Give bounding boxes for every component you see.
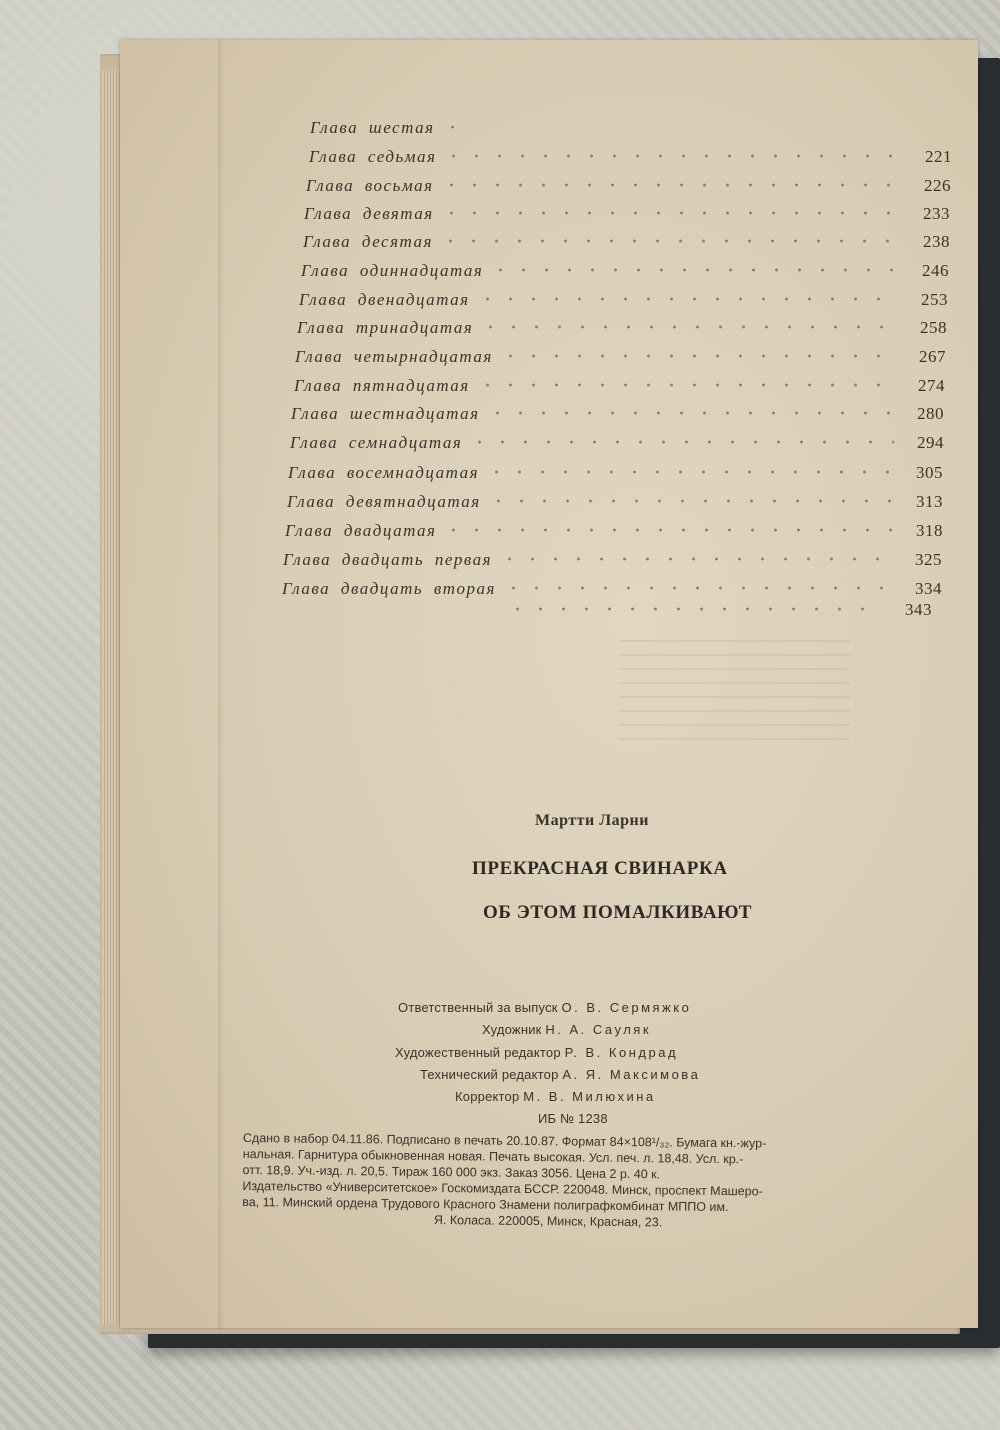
ib-number: ИБ № 1238 <box>538 1111 608 1126</box>
toc-dot-leader <box>476 297 898 301</box>
toc-entry-page: 305 <box>916 463 943 482</box>
credit-line <box>482 1022 651 1037</box>
toc-dot-leader <box>440 183 901 187</box>
book-title: ОБ ЭТОМ ПОМАЛКИВАЮТ <box>483 902 752 923</box>
toc-entry-page: 343 <box>905 600 932 619</box>
credit-line <box>398 1000 691 1015</box>
toc-entry-page: 294 <box>917 433 944 452</box>
toc-entry-title: Глава десятая <box>303 232 433 251</box>
toc-entry-page: 334 <box>915 579 942 598</box>
toc-entry-title: Глава пятнадцатая <box>294 376 470 395</box>
toc-entry <box>310 118 465 144</box>
toc-entry-title: Глава восемнадцатая <box>288 463 479 482</box>
toc-entry-title: Глава шестая <box>310 118 435 137</box>
credit-line <box>455 1089 656 1104</box>
toc-dot-leader <box>489 268 899 272</box>
toc-entry-page: 226 <box>924 176 951 195</box>
credit-person: А. Я. Максимова <box>562 1067 701 1082</box>
toc-entry <box>299 290 948 316</box>
toc-entry-page: 274 <box>918 376 945 395</box>
toc-entry-title: Глава девятая <box>304 204 434 223</box>
credit-person: Р. В. Кондрад <box>564 1045 679 1060</box>
toc-entry <box>304 204 950 230</box>
toc-entry <box>294 376 945 402</box>
imprint-line: ва, 11. Минский ордена Трудового Красного Знамени полиграфкомбинат МППО им. <box>242 1194 729 1215</box>
toc-dot-leader <box>487 499 893 503</box>
toc-dot-leader <box>502 586 892 590</box>
toc-entry <box>306 176 951 202</box>
credit-role: Художник <box>482 1022 542 1037</box>
toc-entry-title: Глава восьмая <box>306 176 434 195</box>
toc-entry-title: Глава двадцать первая <box>283 550 493 569</box>
toc-entry-page: 280 <box>917 404 944 423</box>
toc-dot-leader <box>476 383 895 387</box>
toc-dot-leader <box>439 239 900 243</box>
toc-entry-title: Глава двадцать вторая <box>282 579 496 598</box>
toc-entry-title: Глава четырнадцатая <box>295 347 493 366</box>
toc-dot-leader <box>442 154 902 158</box>
toc-dot-leader <box>442 528 893 532</box>
toc-entry-title: Глава тринадцатая <box>297 318 474 337</box>
show-through-text <box>620 640 850 740</box>
toc-entry <box>303 232 950 258</box>
imprint-line: Сдано в набор 04.11.86. Подписано в печать 20.10.87. Формат 84×108¹/₃₂. Бумага кн.-жур- <box>242 1131 767 1151</box>
toc-dot-leader <box>468 440 894 444</box>
toc-entry-title: Глава двенадцатая <box>299 290 470 309</box>
credit-person: Н. А. Сауляк <box>545 1022 652 1037</box>
toc-dot-leader <box>440 211 900 215</box>
toc-dot-leader <box>499 354 896 358</box>
toc-entry-page: 325 <box>915 550 942 569</box>
toc-entry <box>309 147 952 173</box>
toc-entry <box>283 550 942 576</box>
toc-entry-title: Глава девятнадцатая <box>287 492 481 511</box>
credit-person: М. В. Милюхина <box>523 1089 656 1104</box>
toc-entry <box>287 492 943 518</box>
toc-entry <box>285 521 943 547</box>
toc-entry-page: 253 <box>921 290 948 309</box>
toc-entry <box>290 433 944 459</box>
toc-entry <box>500 600 932 626</box>
toc-entry <box>295 347 946 373</box>
credit-role: Корректор <box>455 1089 520 1104</box>
imprint-line: нальная. Гарнитура обыкновенная новая. Печать высокая. Усл. печ. л. 18,48. Усл. кр.- <box>242 1146 744 1167</box>
credit-person: О. В. Сермяжко <box>561 1000 692 1015</box>
toc-entry-page: 233 <box>923 204 950 223</box>
toc-entry-page: 313 <box>916 492 943 511</box>
imprint-line: отт. 18,9. Уч.-изд. л. 20,5. Тираж 160 000 экз. Заказ 3056. Цена 2 р. 40 к. <box>242 1162 661 1182</box>
toc-entry-page: 267 <box>919 347 946 366</box>
toc-entry-title: Глава семнадцатая <box>290 433 463 452</box>
toc-entry <box>301 261 949 287</box>
imprint-block <box>242 1130 915 1233</box>
imprint-line: Я. Коласа. 220005, Минск, Красная, 23. <box>433 1213 663 1230</box>
credit-role: Ответственный за выпуск <box>398 1000 558 1015</box>
toc-entry-page: 258 <box>920 318 947 337</box>
toc-entry <box>291 404 944 430</box>
toc-entry <box>288 463 943 489</box>
toc-dot-leader <box>479 325 897 329</box>
toc-entry <box>297 318 947 344</box>
book-title: ПРЕКРАСНАЯ СВИНАРКА <box>472 858 728 879</box>
imprint-line: Издательство «Университетское» Госкомиздата БССР. 220048. Минск, проспект Машеро- <box>242 1178 763 1199</box>
toc-entry-page: 221 <box>925 147 952 166</box>
credit-line <box>395 1045 678 1060</box>
toc-dot-leader <box>485 470 893 474</box>
toc-dot-leader <box>441 125 460 129</box>
toc-entry-page: 318 <box>916 521 943 540</box>
toc-entry-page: 238 <box>923 232 950 251</box>
credit-role: Технический редактор <box>420 1067 559 1082</box>
toc-entry-title: Глава седьмая <box>309 147 437 166</box>
toc-entry-page: 246 <box>922 261 949 280</box>
table-of-contents <box>0 0 1000 640</box>
toc-entry-title: Глава одиннадцатая <box>301 261 484 280</box>
toc-dot-leader <box>486 411 894 415</box>
toc-dot-leader <box>498 557 892 561</box>
author-name: Мартти Ларни <box>535 812 649 829</box>
toc-dot-leader <box>506 607 882 611</box>
credit-role: Художественный редактор <box>395 1045 561 1060</box>
credit-line <box>420 1067 700 1082</box>
toc-entry-title: Глава двадцатая <box>285 521 437 540</box>
toc-entry-title: Глава шестнадцатая <box>291 404 480 423</box>
